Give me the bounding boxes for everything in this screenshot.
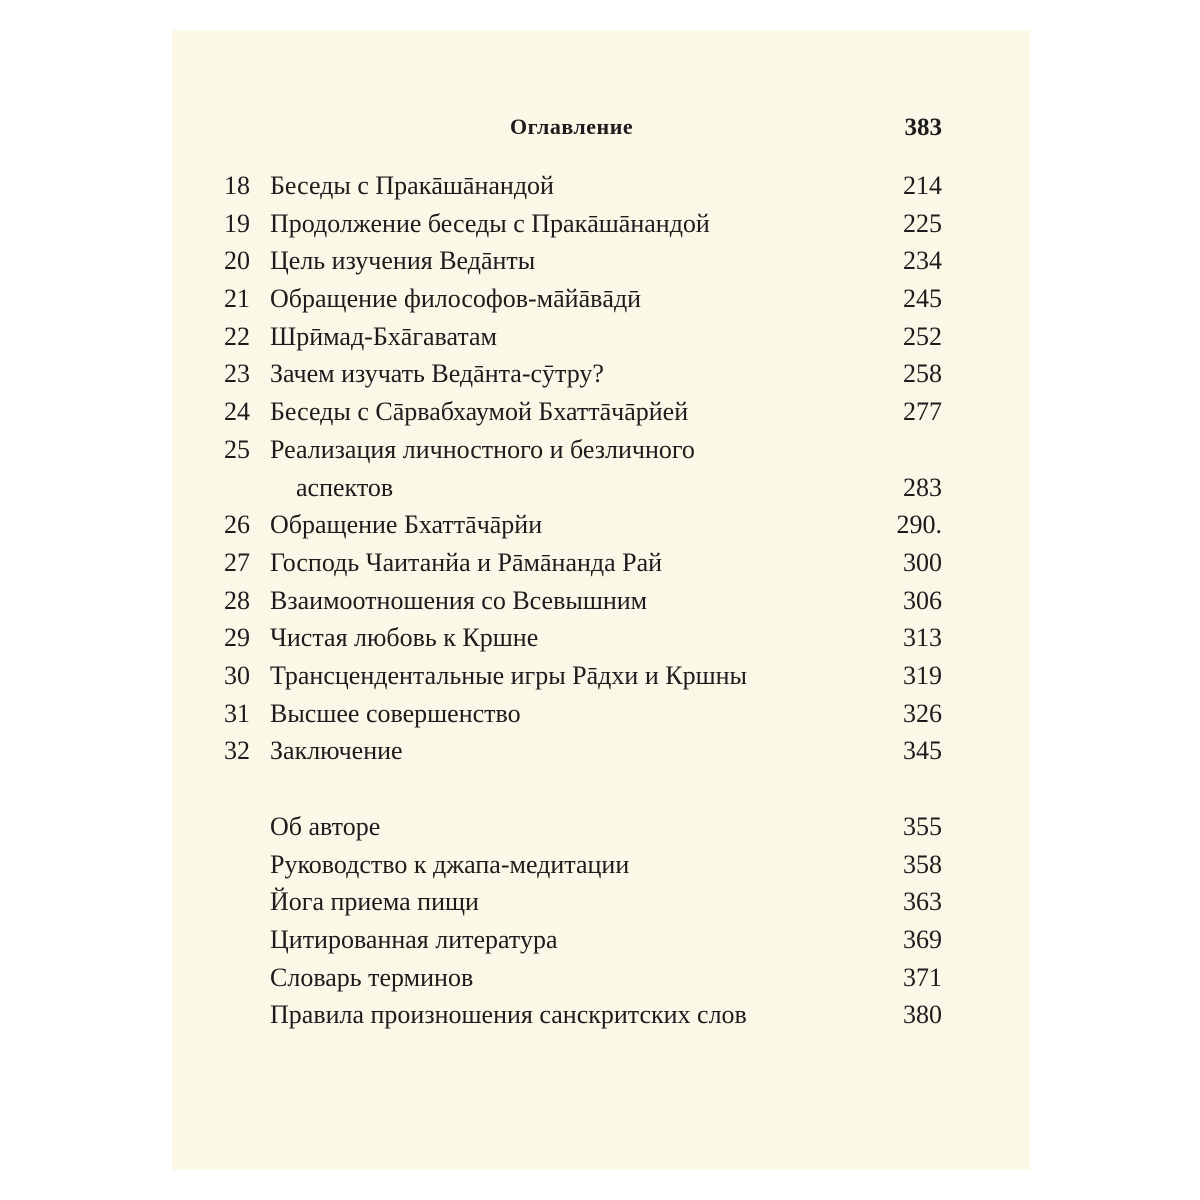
chapter-number: 29	[224, 623, 250, 653]
chapter-page: 252	[903, 321, 942, 351]
toc-entry-food-yoga	[172, 883, 1030, 921]
page-title: Оглавление	[510, 114, 634, 139]
toc-entry-pronunciation	[172, 996, 1030, 1034]
toc-entry-18	[172, 167, 1030, 205]
appendix-title: Руководство к джапа-медитации	[270, 849, 630, 879]
chapter-title: Реализация личностного и безличного	[270, 434, 695, 464]
chapter-number: 24	[224, 397, 250, 427]
chapter-number: 26	[224, 510, 250, 540]
toc-entry-19	[172, 205, 1030, 243]
chapter-title: Беседы с Пракāшāнандой	[270, 171, 554, 200]
chapter-title: Трансцендентальные игры Рāдхи и Кршны	[270, 660, 747, 690]
toc-entry-japa-guide	[172, 846, 1030, 884]
book-page	[172, 30, 1030, 1170]
toc-entry-26	[172, 506, 1030, 544]
appendix-title: Словарь терминов	[270, 962, 474, 992]
toc-entry-29	[172, 619, 1030, 657]
appendix-page: 358	[903, 849, 942, 879]
appendix-page: 355	[903, 812, 942, 841]
chapter-title: Шрӣмад-Бхāгаватам	[270, 321, 497, 351]
toc-entry-glossary	[172, 959, 1030, 997]
chapter-number: 28	[224, 585, 250, 615]
toc-entry-24	[172, 393, 1030, 431]
chapter-page: 313	[903, 623, 942, 653]
chapter-page: 214	[903, 171, 942, 200]
appendix-list	[172, 808, 1030, 1034]
chapter-list	[172, 167, 1030, 770]
chapter-page: 258	[903, 359, 942, 389]
chapter-title: Зачем изучать Ведāнта-сӯтру?	[270, 359, 604, 389]
toc-entry-23	[172, 355, 1030, 393]
toc-entry-31	[172, 695, 1030, 733]
chapter-page: 319	[903, 660, 942, 690]
toc-entry-21	[172, 280, 1030, 318]
chapter-number: 20	[224, 246, 250, 276]
toc-entry-27	[172, 544, 1030, 582]
appendix-page: 371	[903, 962, 942, 992]
chapter-title: Чистая любовь к Кршне	[270, 623, 539, 653]
chapter-title: Заключение	[270, 736, 403, 766]
chapter-number: 22	[224, 321, 250, 351]
chapter-page: 277	[903, 397, 942, 427]
chapter-title: Беседы с Сāрвабхаумой Бхаттāчāрйей	[270, 397, 689, 427]
chapter-page: 290.	[896, 510, 942, 540]
toc-entry-25	[172, 431, 1030, 469]
toc-entry-references	[172, 921, 1030, 959]
chapter-number: 23	[224, 359, 250, 389]
appendix-page: 380	[903, 1000, 942, 1030]
chapter-title: Взаимоотношения со Всевышним	[270, 585, 648, 615]
chapter-number: 21	[224, 284, 250, 314]
chapter-page: 306	[903, 585, 942, 615]
chapter-title: Высшее совершенство	[270, 698, 521, 728]
toc-entry-20	[172, 242, 1030, 280]
chapter-number: 19	[224, 208, 250, 238]
chapter-page: 326	[903, 698, 942, 728]
header-page-number: 383	[904, 114, 942, 141]
toc-entry-28	[172, 582, 1030, 620]
chapter-page: 234	[903, 246, 942, 276]
appendix-title: Об авторе	[270, 812, 381, 841]
appendix-page: 363	[903, 887, 942, 917]
chapter-title: Обращение Бхаттāчāрйи	[270, 510, 543, 540]
chapter-number: 25	[224, 434, 250, 464]
chapter-title: Продолжение беседы с Пракāшāнандой	[270, 208, 710, 238]
chapter-number: 30	[224, 660, 250, 690]
chapter-number: 18	[224, 171, 250, 200]
appendix-page: 369	[903, 925, 942, 955]
chapter-number: 32	[224, 736, 250, 766]
chapter-title-continuation: аспектов	[296, 472, 394, 502]
appendix-title: Правила произношения санскритских слов	[270, 1000, 747, 1030]
chapter-page: 283	[903, 472, 942, 502]
chapter-number: 27	[224, 547, 250, 577]
toc-entry-32	[172, 732, 1030, 770]
chapter-title: Цель изучения Ведāнты	[270, 246, 536, 276]
appendix-title: Цитированная литература	[270, 925, 558, 955]
chapter-title: Господь Чаитанйа и Рāмāнанда Рай	[270, 547, 663, 577]
toc-entry-30	[172, 657, 1030, 695]
chapter-number: 31	[224, 698, 250, 728]
chapter-page: 345	[903, 736, 942, 766]
toc-entry-25-continued	[172, 469, 1030, 507]
chapter-page: 225	[903, 208, 942, 238]
toc-entry-about-author	[172, 808, 1030, 846]
appendix-title: Йога приема пищи	[270, 887, 479, 917]
chapter-title: Обращение философов-мāйāвāдӣ	[270, 284, 642, 314]
chapter-page: 300	[903, 547, 942, 577]
running-header	[172, 114, 1030, 148]
chapter-page: 245	[903, 284, 942, 314]
toc-entry-22	[172, 318, 1030, 356]
